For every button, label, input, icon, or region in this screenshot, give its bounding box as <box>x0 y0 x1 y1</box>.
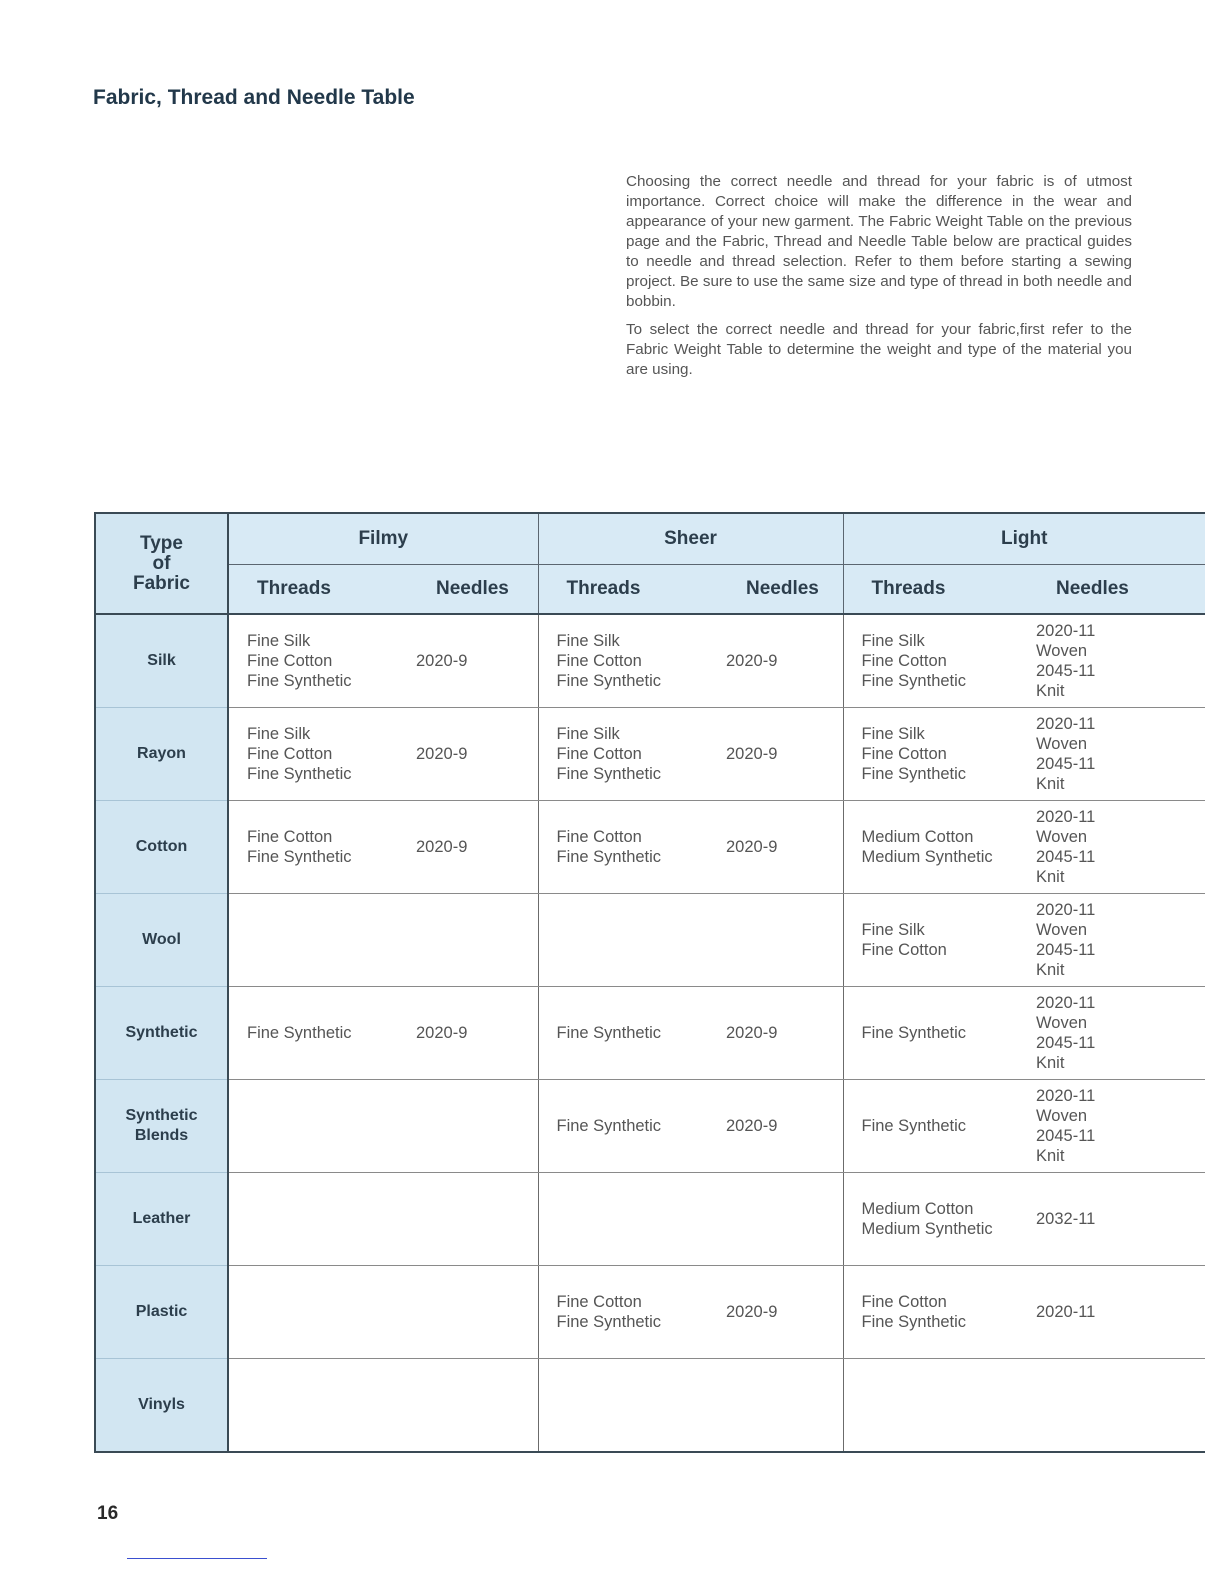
corner-label-line: Type <box>140 532 183 554</box>
thread-item: Medium Cotton <box>861 828 974 846</box>
needles-cell <box>718 987 843 1080</box>
needles-cell <box>408 1359 538 1453</box>
needles-cell <box>718 1359 843 1453</box>
needles-cell <box>1028 1359 1205 1453</box>
needle-item: 2020-9 <box>726 1303 778 1321</box>
table-row <box>95 1173 1205 1266</box>
threads-cell <box>843 801 1028 894</box>
threads-cell <box>228 1266 408 1359</box>
needles-cell <box>408 801 538 894</box>
thread-item: Fine Silk <box>556 725 620 743</box>
fabric-type-label: Plastic <box>135 1303 188 1320</box>
threads-cell <box>538 1080 718 1173</box>
fabric-type-cell <box>95 1266 228 1359</box>
threads-cell <box>538 1359 718 1453</box>
table-row <box>95 1080 1205 1173</box>
needle-item: 2020-9 <box>726 745 778 763</box>
table-row <box>95 708 1205 801</box>
needle-item: 2020-9 <box>416 745 468 763</box>
threads-cell <box>843 987 1028 1080</box>
fabric-type-label: Vinyls <box>138 1396 185 1413</box>
fabric-type-label: Blends <box>134 1127 189 1144</box>
needle-item: Woven <box>1036 642 1088 660</box>
category-header-filmy: Filmy <box>228 513 538 565</box>
fabric-type-cell <box>95 1080 228 1173</box>
threads-cell <box>538 614 718 708</box>
thread-item: Fine Synthetic <box>861 1117 967 1135</box>
thread-item: Fine Cotton <box>556 652 642 670</box>
thread-item: Fine Cotton <box>861 745 947 763</box>
thread-item: Fine Synthetic <box>556 1117 662 1135</box>
threads-cell <box>228 614 408 708</box>
needle-item: Woven <box>1036 1014 1088 1032</box>
category-header-light: Light <box>843 513 1205 565</box>
needle-item: 2020-11 <box>1036 901 1096 919</box>
needle-item: 2045-11 <box>1036 1034 1096 1052</box>
thread-item: Fine Silk <box>247 725 311 743</box>
threads-cell <box>538 708 718 801</box>
thread-item: Fine Silk <box>861 725 925 743</box>
needles-cell <box>408 1173 538 1266</box>
threads-cell <box>843 1359 1028 1453</box>
thread-item: Fine Synthetic <box>861 672 967 690</box>
thread-item: Fine Synthetic <box>247 1024 352 1042</box>
threads-cell <box>538 1173 718 1266</box>
threads-cell <box>538 801 718 894</box>
thread-item: Fine Cotton <box>247 745 333 763</box>
threads-cell <box>228 987 408 1080</box>
thread-item: Medium Cotton <box>861 1200 974 1218</box>
needle-item: Knit <box>1036 1147 1065 1165</box>
thread-item: Fine Synthetic <box>861 765 967 783</box>
needles-cell <box>408 987 538 1080</box>
needles-cell <box>1028 614 1205 708</box>
fabric-type-cell <box>95 801 228 894</box>
fabric-type-label: Leather <box>132 1210 191 1227</box>
thread-item: Fine Cotton <box>861 652 947 670</box>
thread-item: Fine Synthetic <box>247 848 352 866</box>
thread-item: Fine Silk <box>556 632 620 650</box>
thread-item: Fine Synthetic <box>556 765 662 783</box>
table-row <box>95 987 1205 1080</box>
fabric-type-cell <box>95 987 228 1080</box>
needle-item: 2045-11 <box>1036 755 1096 773</box>
needles-cell <box>718 1173 843 1266</box>
table-body <box>95 614 1205 1452</box>
threads-header: Threads <box>228 565 408 615</box>
thread-item: Fine Cotton <box>247 652 333 670</box>
thread-item: Fine Synthetic <box>247 672 352 690</box>
threads-cell <box>228 708 408 801</box>
fabric-type-label: Synthetic <box>125 1024 198 1041</box>
page-title: Fabric, Thread and Needle Table <box>93 86 415 109</box>
threads-header: Threads <box>538 565 718 615</box>
table-row <box>95 614 1205 708</box>
threads-cell <box>843 1080 1028 1173</box>
corner-label-line: Fabric <box>132 572 191 594</box>
needles-header: Needles <box>408 565 538 615</box>
needles-cell <box>408 1266 538 1359</box>
needles-cell <box>1028 801 1205 894</box>
thread-item: Fine Cotton <box>861 1293 947 1311</box>
threads-cell <box>843 894 1028 987</box>
threads-cell <box>538 1266 718 1359</box>
thread-item: Fine Cotton <box>556 745 642 763</box>
needle-item: Woven <box>1036 828 1088 846</box>
page-number: 16 <box>97 1503 119 1524</box>
thread-item: Fine Cotton <box>861 941 947 959</box>
thread-item: Medium Synthetic <box>861 848 993 866</box>
needle-item: 2020-9 <box>416 652 468 670</box>
needle-item: 2045-11 <box>1036 1127 1096 1145</box>
threads-cell <box>538 894 718 987</box>
needles-cell <box>718 801 843 894</box>
thread-item: Fine Synthetic <box>861 1313 967 1331</box>
needle-item: 2020-9 <box>416 1024 468 1042</box>
intro-text <box>626 172 1132 388</box>
needle-item: 2020-11 <box>1036 622 1096 640</box>
needle-item: 2020-9 <box>726 652 778 670</box>
fabric-thread-needle-table <box>94 512 1205 1453</box>
needles-cell <box>718 1266 843 1359</box>
needles-cell <box>1028 708 1205 801</box>
fabric-type-label: Cotton <box>135 838 188 855</box>
table-row <box>95 1359 1205 1453</box>
needle-item: 2020-11 <box>1036 994 1096 1012</box>
thread-item: Fine Synthetic <box>556 848 662 866</box>
thread-item: Fine Synthetic <box>247 765 352 783</box>
needle-item: 2020-9 <box>726 1117 778 1135</box>
fabric-type-cell <box>95 1173 228 1266</box>
footer-rule <box>127 1558 267 1559</box>
fabric-type-cell <box>95 894 228 987</box>
needle-item: Knit <box>1036 961 1065 979</box>
threads-cell <box>228 894 408 987</box>
thread-item: Fine Synthetic <box>556 1313 662 1331</box>
needle-item: Knit <box>1036 682 1065 700</box>
thread-item: Fine Synthetic <box>861 1024 967 1042</box>
needles-cell <box>718 1080 843 1173</box>
fabric-type-cell <box>95 614 228 708</box>
intro-paragraph: Choosing the correct needle and thread for your fabric is of utmost importance. Correct choice will make the difference in the wear and appearance of your new garment. The Fabric Weight Table on the previous page and the Fabric, Thread and Needle Table below are practical guides to needle and thread selection. Refer to them before starting a sewing project. Be sure to use the same size and type of thread in both needle and bobbin. <box>626 173 1132 310</box>
needles-cell <box>408 614 538 708</box>
needle-item: 2020-11 <box>1036 1303 1096 1321</box>
needle-item: 2020-11 <box>1036 1087 1096 1105</box>
needle-item: 2020-11 <box>1036 715 1096 733</box>
needle-item: 2020-11 <box>1036 808 1096 826</box>
needles-cell <box>1028 894 1205 987</box>
threads-cell <box>538 987 718 1080</box>
table-row <box>95 894 1205 987</box>
thread-item: Fine Synthetic <box>556 672 662 690</box>
needles-cell <box>408 708 538 801</box>
needle-item: 2020-9 <box>726 838 778 856</box>
thread-item: Fine Silk <box>247 632 311 650</box>
intro-paragraph: To select the correct needle and thread for your fabric,first refer to the Fabric Weight Table to determine the weight and type of the material you are using. <box>626 321 1132 378</box>
thread-item: Medium Synthetic <box>861 1220 993 1238</box>
category-header-sheer: Sheer <box>538 513 843 565</box>
threads-cell <box>228 1173 408 1266</box>
needle-item: Woven <box>1036 1107 1088 1125</box>
threads-cell <box>228 801 408 894</box>
needle-item: Woven <box>1036 735 1088 753</box>
needles-header: Needles <box>718 565 843 615</box>
thread-item: Fine Silk <box>861 921 925 939</box>
fabric-type-cell <box>95 1359 228 1453</box>
type-of-fabric-header <box>95 513 228 614</box>
threads-header: Threads <box>843 565 1028 615</box>
needles-cell <box>1028 1080 1205 1173</box>
needle-item: 2045-11 <box>1036 848 1096 866</box>
threads-cell <box>843 708 1028 801</box>
fabric-type-label: Silk <box>147 652 176 669</box>
needle-item: 2045-11 <box>1036 662 1096 680</box>
corner-label-line: of <box>152 552 171 574</box>
threads-cell <box>843 614 1028 708</box>
needle-item: Woven <box>1036 921 1088 939</box>
thread-item: Fine Cotton <box>556 1293 642 1311</box>
needles-cell <box>718 894 843 987</box>
needle-item: Knit <box>1036 775 1065 793</box>
needles-cell <box>1028 1173 1205 1266</box>
threads-cell <box>228 1080 408 1173</box>
thread-item: Fine Cotton <box>556 828 642 846</box>
needles-cell <box>718 708 843 801</box>
thread-item: Fine Silk <box>861 632 925 650</box>
needle-item: 2045-11 <box>1036 941 1096 959</box>
threads-cell <box>843 1173 1028 1266</box>
threads-cell <box>843 1266 1028 1359</box>
needles-cell <box>408 1080 538 1173</box>
needles-cell <box>1028 987 1205 1080</box>
needle-item: 2020-9 <box>416 838 468 856</box>
needle-item: Knit <box>1036 1054 1065 1072</box>
table-row <box>95 801 1205 894</box>
fabric-type-cell <box>95 708 228 801</box>
thread-item: Fine Cotton <box>247 828 333 846</box>
needles-cell <box>718 614 843 708</box>
needles-cell <box>1028 1266 1205 1359</box>
table-row <box>95 1266 1205 1359</box>
needles-cell <box>408 894 538 987</box>
fabric-type-label: Synthetic <box>125 1107 198 1124</box>
thread-item: Fine Synthetic <box>556 1024 662 1042</box>
threads-cell <box>228 1359 408 1453</box>
needle-item: 2032-11 <box>1036 1210 1096 1228</box>
fabric-type-label: Wool <box>142 931 181 948</box>
fabric-type-label: Rayon <box>137 745 186 762</box>
needle-item: Knit <box>1036 868 1065 886</box>
needle-item: 2020-9 <box>726 1024 778 1042</box>
needles-header: Needles <box>1028 565 1205 615</box>
